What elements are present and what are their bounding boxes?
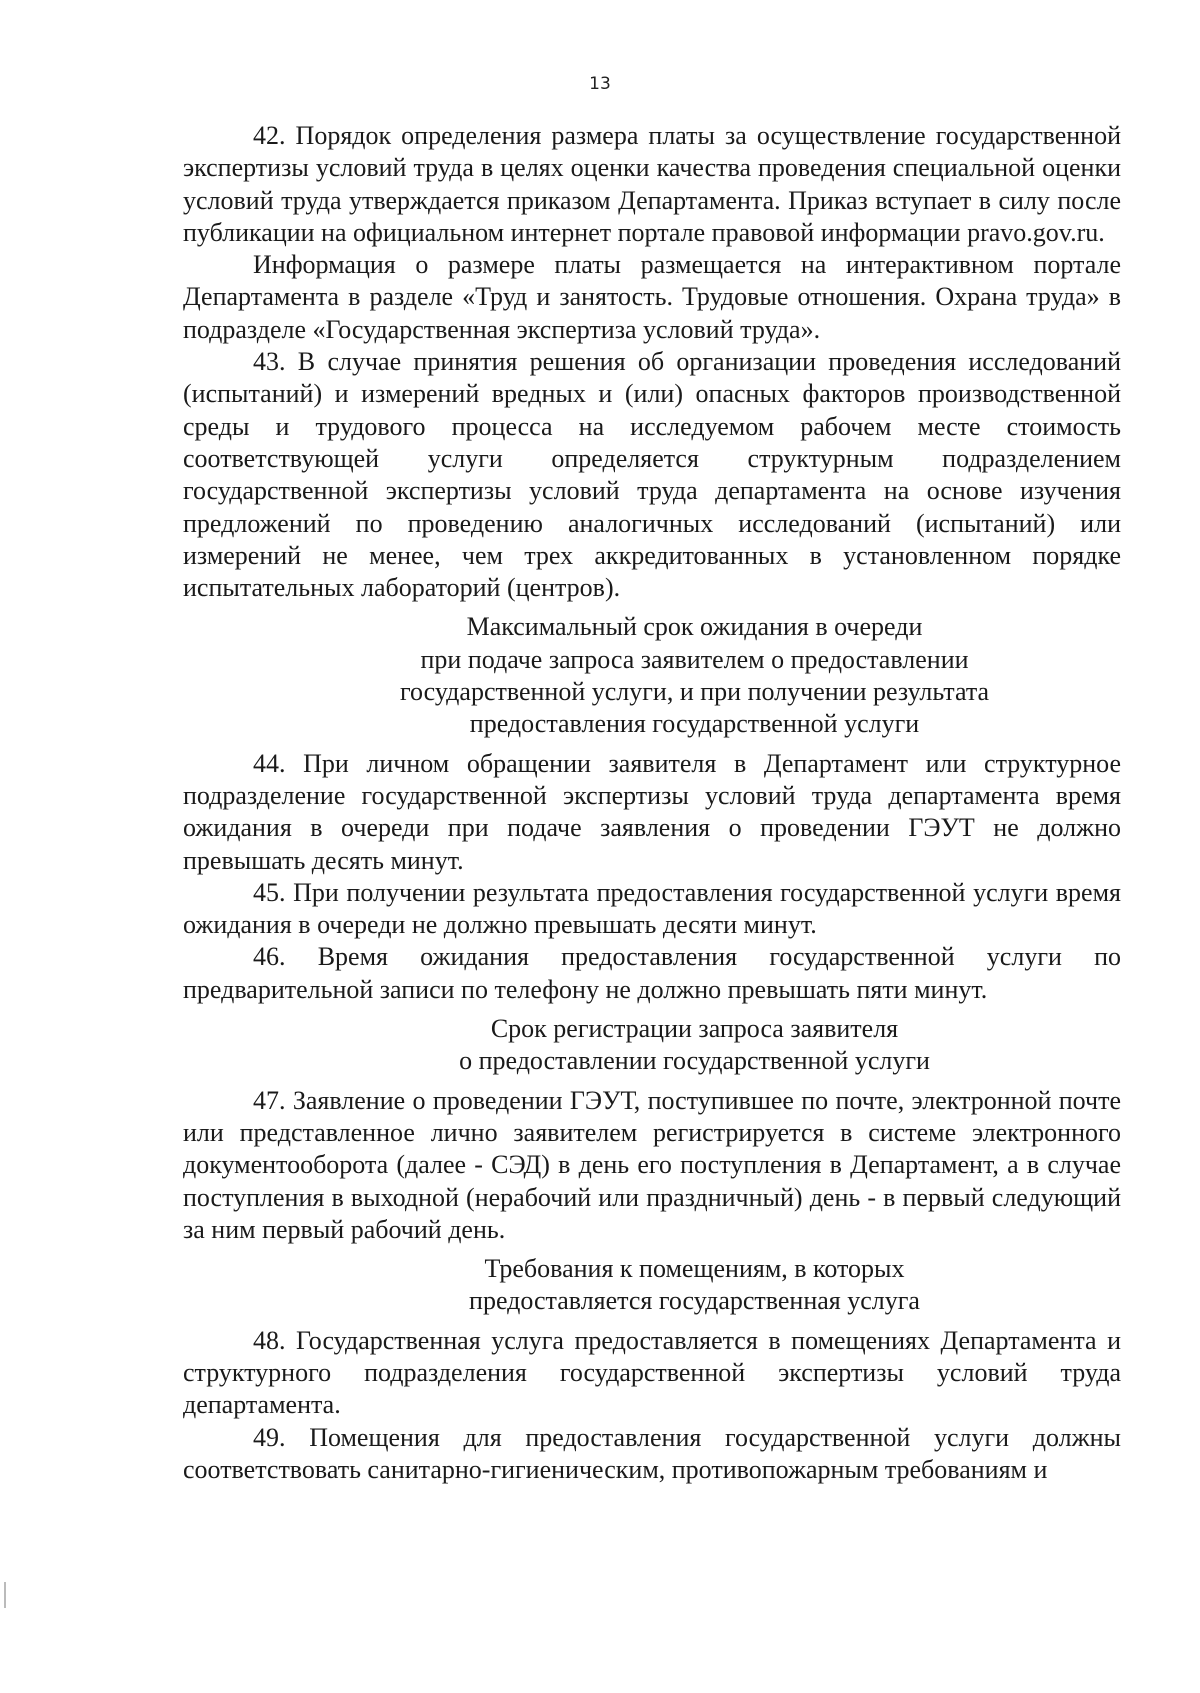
heading-line: Требования к помещениям, в которых bbox=[484, 1254, 905, 1284]
section-heading-premises bbox=[183, 1253, 1121, 1318]
section-heading-queue bbox=[183, 611, 1121, 740]
heading-line: предоставления государственной услуги bbox=[469, 709, 920, 739]
heading-line: при подаче запроса заявителем о предоставлении bbox=[420, 644, 969, 674]
paragraph-44: 44. При личном обращении заявителя в Департамент или структурное подразделение государственной экспертизы условий труда департамента время ожидания в очереди при подаче заявления о проведении ГЭУТ не должно превышать десять минут. bbox=[183, 748, 1121, 875]
paragraph-48: 48. Государственная услуга предоставляется в помещениях Департамента и структурного подразделения государственной экспертизы условий труда департамента. bbox=[183, 1325, 1121, 1420]
paragraph-49: 49. Помещения для предоставления государственной услуги должны соответствовать санитарно-гигиеническим, противопожарным требованиям и bbox=[183, 1422, 1121, 1484]
page-content bbox=[183, 120, 1121, 1486]
paragraph-45: 45. При получении результата предоставления государственной услуги время ожидания в очереди не должно превышать десяти минут. bbox=[183, 877, 1121, 940]
heading-line: Срок регистрации запроса заявителя bbox=[490, 1014, 899, 1044]
page-number: 13 bbox=[589, 74, 611, 94]
paragraph-47: 47. Заявление о проведении ГЭУТ, поступившее по почте, электронной почте или представленное лично заявителем регистрируется в системе электронного документооборота (далее - СЭД) в день его поступления в Департамент, а в случае поступления в выходной (нерабочий или праздничный) день - в первый следующий за ним первый рабочий день. bbox=[183, 1085, 1121, 1244]
heading-line: о предоставлении государственной услуги bbox=[459, 1046, 930, 1076]
heading-line: предоставляется государственная услуга bbox=[469, 1286, 920, 1316]
heading-line: государственной услуги, и при получении результата bbox=[399, 677, 990, 707]
scan-margin-mark bbox=[4, 1582, 6, 1608]
paragraph-42-info: Информация о размере платы размещается на интерактивном портале Департамента в разделе «Труд и занятость. Трудовые отношения. Охрана труда» в подразделе «Государственная экспертиза условий труда». bbox=[183, 250, 1121, 344]
paragraph-46: 46. Время ожидания предоставления государственной услуги по предварительной записи по телефону не должно превышать пяти минут. bbox=[183, 942, 1121, 1004]
paragraph-42: 42. Порядок определения размера платы за осуществление государственной экспертизы условий труда в целях оценки качества проведения специальной оценки условий труда утверждается приказом Департамента. Приказ вступает в силу после публикации на официальном интернет портале правовой информации pravo.gov.ru. bbox=[183, 121, 1121, 247]
section-heading-registration bbox=[183, 1013, 1121, 1078]
heading-line: Максимальный срок ожидания в очереди bbox=[466, 612, 923, 642]
paragraph-43: 43. В случае принятия решения об организации проведения исследований (испытаний) и измерений вредных и (или) опасных факторов производственной среды и трудового процесса на исследуемом рабочем месте стоимость соответствующей услуги определяется структурным подразделением государственной экспертизы условий труда департамента на основе изучения предложений по проведению аналогичных исследований (испытаний) или измерений не менее, чем трех аккредитованных в установленном порядке испытательных лабораторий (центров). bbox=[183, 347, 1121, 603]
